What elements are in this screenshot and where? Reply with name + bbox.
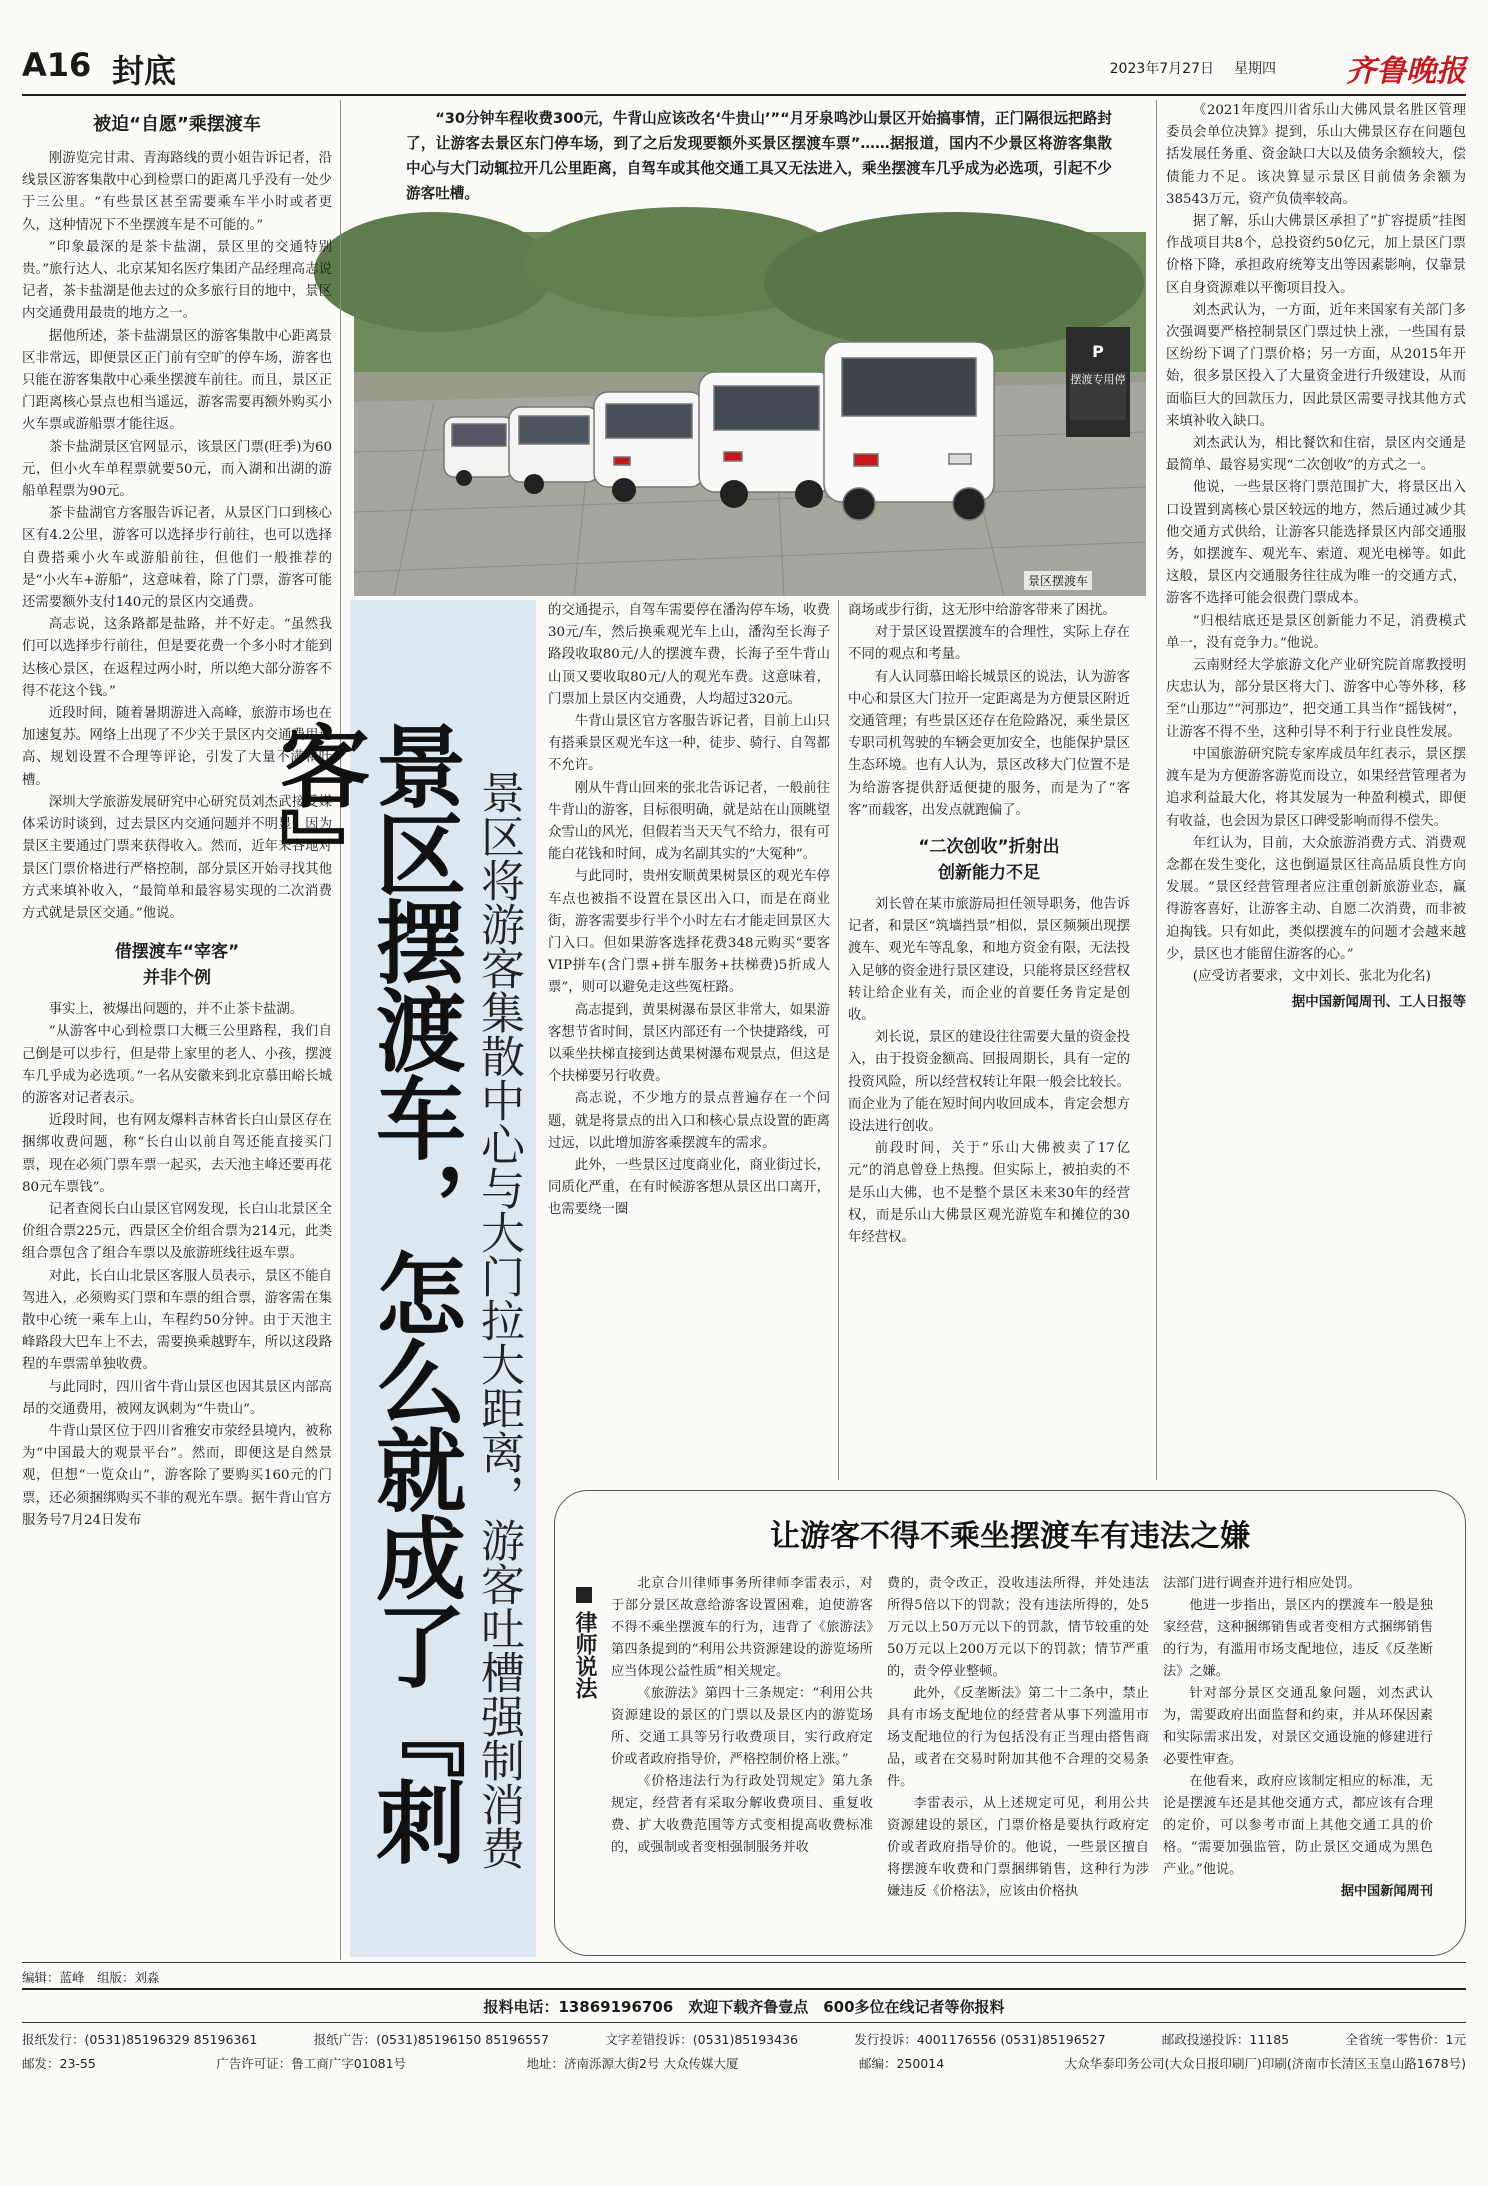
column-3 <box>548 600 830 1480</box>
box-c3-para-1: 法部门进行调查并进行相应处罚。 <box>1163 1576 1361 1591</box>
col1-para-10: “从游客中心到检票口大概三公里路程，我们自己倒是可以步行，但是带上家里的老人、小孩，摆渡车几乎成为必选项。”一名从安徽来到北京慕田峪长城的游客对记者表示。 <box>22 1024 332 1106</box>
shuttle-bus-photo <box>354 232 1146 596</box>
col4-para-6: 前段时间，关于“乐山大佛被卖了17亿元”的消息曾登上热搜。但实际上，被拍卖的不是乐山大佛，也不是整个景区未来30年的经营权，而是乐山大佛景区观光游览车和摊位的30年经营权。 <box>848 1141 1130 1246</box>
footer-error-report: 文字差错投诉：(0531)85193436 <box>605 2032 798 2047</box>
photo-caption: 景区摆渡车 <box>1024 571 1092 590</box>
bus-3 <box>594 392 704 487</box>
col4-para-4: 刘长曾在某市旅游局担任领导职务，他告诉记者，和景区“筑墙挡景”相似，景区频频出现摆渡车、观光车等乱象，和地方资金有限，无法投入足够的资金进行景区建设，只能将景区经营权转让给企业有关，而企业的首要任务肯定是创收。 <box>848 897 1130 1024</box>
col1-para-1: 刚游览完甘肃、青海路线的贾小姐告诉记者，沿线景区游客集散中心到检票口的距离几乎没有一处少于三公里。“有些景区甚至需要乘车半小时或者更久，这种情况下不坐摆渡车是不可能的。” <box>22 151 332 233</box>
col5-para-4: 刘杰武认为，相比餐饮和住宿，景区内交通是最简单、最容易实现“二次创收”的方式之一。 <box>1166 436 1466 474</box>
article-credit: 据中国新闻周刊、工人日报等 <box>1291 995 1466 1011</box>
section-name: 封底 <box>112 52 177 90</box>
col4-para-3: 有人认同慕田峪长城景区的说法，认为游客中心和景区大门拉开一定距离是为方便景区附近交通管理；有些景区还存在危险路况，乘坐景区专职司机驾驶的车辆会更加安全，也能保护景区生态环境。也有人认为，景区改移大门位置不是为给游客提供舒适便捷的服务，而是为了“客客”而载客，出发点就跑偏了。 <box>848 669 1130 818</box>
col3-para-1: 的交通提示，自驾车需要停在潘沟停车场，收费30元/车，然后换乘观光车上山，潘沟至长海子路段收取80元/人的摆渡车费，长海子至牛背山山顶又要收取80元/人的观光车费。这意味着，门票加上景区内交通费，人均超过320元。 <box>548 603 830 707</box>
box-c3-para-4: 在他看来，政府应该制定相应的标准，无论是摆渡车还是其他交通方式，都应该有合理的定价，可以参考市面上其他交通工具的价格。“需要加强监管，防止景区交通成为黑色产业。”他说。 <box>1163 1774 1433 1877</box>
box-c2-para-3: 李雷表示，从上述规定可见，利用公共资源建设的景区，门票价格是要执行政府定价或者政府指导价的。他说，一些景区擅自将摆渡车收费和门票捆绑销售，这种行为涉嫌违反《价格法》，应该由价格执 <box>887 1796 1149 1899</box>
box-column-1 <box>611 1573 873 1943</box>
box-label: 律师说法 <box>569 1587 599 1827</box>
main-headline: 景区摆渡车，怎么就成了『刺客』 <box>264 720 465 1864</box>
col1-para-14: 与此同时，四川省牛背山景区也因其景区内部高昂的交通费用，被网友讽刺为“牛贵山”。 <box>22 1379 332 1417</box>
box-credit: 据中国新闻周刊 <box>1340 1884 1433 1899</box>
col1-para-5: 茶卡盐湖官方客服告诉记者，从景区门口到核心区有4.2公里，游客可以选择步行前往，也可以选择自费搭乘小火车或游船前往，但他们一般推荐的是“小火车+游船”，这意味着，除了门票，游客可能还需要额外支付140元的景区内交通费。 <box>22 506 332 611</box>
page-number: A16 <box>22 46 92 84</box>
editor-line: 编辑：蓝峰 组版：刘淼 <box>22 1970 160 1985</box>
col4-para-1: 商场或步行街，这无形中给游客带来了困扰。 <box>848 603 1116 618</box>
col5-para-5: 他说，一些景区将门票范围扩大，将景区出入口设置到离核心景区较远的地方，然后通过减少其他交通方式供给，让游客只能选择景区内部交通服务，如摆渡车、观光车、索道、观光电梯等。如此这般，景区内交通服务往往成为唯一的交通方式，游客不选择可能会很费门票成本。 <box>1166 480 1466 607</box>
footer-distribution: 报纸发行：(0531)85196329 85196361 <box>22 2032 258 2047</box>
col5-para-3: 刘杰武认为，一方面，近年来国家有关部门多次强调要严格控制景区门票过快上涨，一些国有景区纷纷下调了门票价格；另一方面，从2015年开始，很多景区投入了大量资金进行升级建设，从而面临巨大的回款压力，因此景区需要寻找其他方式来填补收入缺口。 <box>1166 302 1466 429</box>
col5-para-6: “归根结底还是景区创新能力不足，消费模式单一，没有竞争力。”他说。 <box>1166 613 1466 651</box>
masthead <box>22 44 1466 94</box>
col1-para-13: 对此，长白山北景区客服人员表示，景区不能自驾进入，必须购买门票和车票的组合票，游客需在集散中心统一乘车上山，车程约50分钟。由于天池主峰路段大巴车上不去，需要换乘越野车，所以这段路程的车票需单独收费。 <box>22 1268 332 1373</box>
box-c3-para-2: 他进一步指出，景区内的摆渡车一般是独家经营，这种捆绑销售或者变相方式捆绑销售的行为，有滥用市场支配地位，违反《反垄断法》之嫌。 <box>1163 1598 1433 1679</box>
footer-delivery-complaint: 发行投诉：4001176556 (0531)85196527 <box>854 2032 1106 2047</box>
col1-para-3: 据他所述，茶卡盐湖景区的游客集散中心距离景区非常远，即便景区正门前有空旷的停车场，游客也只能在游客集散中心乘坐摆渡车前往。而且，景区正门距离核心景点也相当遥远，游客需要再额外购买小火车票或游船票才能往返。 <box>22 328 332 433</box>
col3-para-5: 高志提到，黄果树瀑布景区非常大，如果游客想节省时间，景区内部还有一个快捷路线，可以乘坐扶梯直接到达黄果树瀑布观景点，但这是个扶梯要另行收费。 <box>548 1002 830 1085</box>
subhead-forced-shuttle: 被迫“自愿”乘摆渡车 <box>93 114 261 135</box>
column-4 <box>848 600 1130 1480</box>
column-divider-3 <box>838 600 839 1480</box>
box-label-marker <box>576 1587 592 1603</box>
footer-row-1 <box>22 2030 1466 2048</box>
col3-para-2: 牛背山景区官方客服告诉记者，目前上山只有搭乘景区观光车这一种，徒步、骑行、自驾都不允许。 <box>548 714 830 774</box>
footer-postal-complaint: 邮政投递投诉：11185 <box>1161 2032 1290 2047</box>
header-rule <box>22 94 1466 96</box>
col1-para-2: “印象最深的是茶卡盐湖，景区里的交通特别贵。”旅行达人、北京某知名医疗集团产品经理高志说记者，茶卡盐湖是他去过的众多旅行目的地中，景区内交通费用最贵的地方之一。 <box>22 239 332 322</box>
sub-headline: 景区将游客集散中心与大门拉大距离，游客吐槽强制消费 <box>473 770 524 1870</box>
footer-advertising: 报纸广告：(0531)85196150 85196557 <box>313 2032 549 2047</box>
column-divider-1 <box>340 100 341 1960</box>
intro-paragraph: “30分钟车程收费300元，牛背山应该改名‘牛贵山’”“月牙泉鸣沙山景区开始搞事情，正门隔很远把路封了，让游客去景区东门停车场，到了之后发现要额外买景区摆渡车票”……据报道，国内不少景区将游客集散中心与大门动辄拉开几公里距离，自驾车或其他交通工具又无法进入，乘坐摆渡车几乎成为必选项，引起不少游客吐槽。 <box>406 110 1112 202</box>
box-c2-para-1: 费的，责令改正，没收违法所得，并处违法所得5倍以下的罚款；没有违法所得的，处5万元以上50万元以下的罚款，情节较重的处50万元以上200万元以下的罚款；情节严重的，责令停业整顿。 <box>887 1576 1149 1679</box>
col1-para-9: 事实上，被爆出问题的，并不止茶卡盐湖。 <box>48 1002 304 1018</box>
newspaper-logo: 齐鲁晚报 <box>1346 54 1466 89</box>
box-column-2 <box>887 1573 1149 1943</box>
col3-para-4: 与此同时，贵州安顺黄果树景区的观光车停车点也被指不设置在景区出入口，而是在商业街，游客需要步行半个小时左右才能走回景区大门入口。但如果游客选择花费348元购买“要客VIP拼车(含门票+拼车服务+扶梯费)5折成人票”，则可以避免走这些冤枉路。 <box>548 869 830 996</box>
col5-para-1: 《2021年度四川省乐山大佛风景名胜区管理委员会单位决算》提到，乐山大佛景区存在问题包括发展任务重、资金缺口大以及债务余额较大，偿债能力不足。该决算显示景区目前债务余额为38543万元，资产负债率较高。 <box>1166 103 1466 207</box>
footer-row-2 <box>22 2054 1466 2072</box>
svg-text:P: P <box>1092 342 1104 361</box>
col1-para-15: 牛背山景区位于四川省雅安市荥经县境内，被称为“中国最大的观景平台”。然而，即便这是自然景观，但想“一览众山”，游客除了要购买160元的门票，还必须捆绑购买不菲的观光车票。据牛背山官方服务号7月24日发布 <box>22 1423 332 1528</box>
col3-para-3: 刚从牛背山回来的张北告诉记者，一般前往牛背山的游客，目标很明确，就是站在山顶眺望众雪山的风光，但假若当天天气不给力，很有可能白花钱和时间，成为名副其实的“大冤种”。 <box>548 780 830 863</box>
col1-para-8: 深圳大学旅游发展研究中心研究员刘杰武接受媒体采访时谈到，过去景区内交通问题并不明显，因为景区主要通过门票来获得收入。然而，近年来各地对景区门票价格进行严格控制，部分景区开始寻找其他方式来填补收入，“最简单和最容易实现的二次消费方式就是景区交通。”他说。 <box>22 794 332 921</box>
col4-para-5: 刘长说，景区的建设往往需要大量的资金投入，由于投资金额高、回报周期长，具有一定的投资风险，所以经营权转让年限一般会比较长。而企业为了能在短时间内收回成本，肯定会想方设法进行创收。 <box>848 1030 1130 1135</box>
footer-printer: 大众华泰印务公司(大众日报印刷厂)印刷(济南市长清区玉皇山路1678号) <box>1064 2056 1466 2071</box>
bus-2 <box>509 407 599 482</box>
issue-date: 2023年7月27日 <box>1109 61 1214 77</box>
box-c1-para-3: 《价格违法行为行政处罚规定》第九条规定，经营者有采取分解收费项目、重复收费、扩大收费范围等方式变相提高收费标准的，或强制或者变相强制服务并收 <box>611 1774 873 1855</box>
box-c2-para-2: 此外，《反垄断法》第二十二条中，禁止具有市场支配地位的经营者从事下列滥用市场支配地位的行为包括没有正当理由搭售商品，或者在交易时附加其他不合理的交易条件。 <box>887 1686 1149 1789</box>
headline-block <box>264 600 536 1957</box>
col5-para-9: 年红认为，目前，大众旅游消费方式、消费观念都在发生变化，这也倒逼景区往高品质良性方向发展。“景区经营管理者应注重创新旅游业态，赢得游客喜好，让游客主动、自愿二次消费，而非被迫掏钱。只有如此，类似摆渡车的问题才会越来越少，景区也才能留住游客的心。” <box>1166 835 1466 962</box>
footer-rule-1 <box>22 1962 1466 1963</box>
box-column-3 <box>1163 1573 1433 1943</box>
box-c1-para-1: 北京合川律师事务所律师李雷表示，对于部分景区故意给游客设置困难，迫使游客不得不乘坐摆渡车的行为，违背了《旅游法》第四条提到的“利用公共资源建设的游览场所应当体现公益性质”相关规定。 <box>611 1576 873 1679</box>
footer-rule-3 <box>22 2022 1466 2023</box>
col5-para-10: (应受访者要求，文中刘长、张北为化名) <box>1192 968 1431 984</box>
col1-para-6: 高志说，这条路都是盐路，并不好走。“虽然我们可以选择步行前往，但是要花费一个多小时才能到达核心景区，在返程过两小时，所以绝大部分游客不得不花这个钱。” <box>22 617 332 699</box>
col3-para-6: 高志说，不少地方的景点普遍存在一个问题，就是将景点的出入口和核心景点设置的距离过远，以此增加游客乘摆渡车的需求。 <box>548 1091 830 1151</box>
subhead-not-isolated: 借摆渡车“宰客” 并非个例 <box>114 942 240 989</box>
col1-para-4: 茶卡盐湖景区官网显示，该景区门票(旺季)为60元，但小火车单程票就要50元，而入湖和出湖的游船单程票为90元。 <box>22 439 332 500</box>
footer-price: 全省统一零售价：1元 <box>1345 2032 1466 2047</box>
footer-ad-license: 广告许可证：鲁工商广字01081号 <box>216 2056 407 2071</box>
bus-4 <box>699 372 834 492</box>
column-divider-4 <box>1156 100 1157 1480</box>
footer-address: 地址：济南泺源大街2号 大众传媒大厦 <box>526 2056 739 2071</box>
col3-para-7: 此外，一些景区过度商业化，商业街过长，同质化严重，在有时候游客想从景区出口离开，也需要绕一圈 <box>548 1158 830 1218</box>
box-c3-para-3: 针对部分景区交通乱象问题，刘杰武认为，需要政府出面监督和约束，并从环保因素和实际需求出发，对景区交通设施的修建进行必要性审查。 <box>1163 1686 1433 1767</box>
col1-para-12: 记者查阅长白山景区官网发现，长白山北景区全价组合票225元，西景区全价组合票为214元，此类组合票包含了组合车票以及旅游班线往返车票。 <box>22 1201 332 1262</box>
col1-para-11: 近段时间，也有网友爆料吉林省长白山景区存在捆绑收费问题，称“长白山以前自驾还能直接买门票，现在必须门票车票一起买，去天池主峰还要再花80元车票钱”。 <box>22 1113 332 1195</box>
column-1 <box>22 100 332 1960</box>
bus-1 <box>444 417 514 477</box>
col1-para-7: 近段时间，随着暑期游进入高峰，旅游市场也在加速复苏。网络上出现了不少关于景区内交通费用过高、规划设置不合理等评论，引发了大量不满和吐槽。 <box>22 706 332 788</box>
footer-postal-code-number: 邮发：23-55 <box>22 2056 96 2071</box>
subhead-innovation: “二次创收”折射出 创新能力不足 <box>918 837 1060 884</box>
col5-para-2: 据了解，乐山大佛景区承担了“扩容提质”挂图作战项目共8个，总投资约50亿元，加上景区门票价格下降，承担政府统筹支出等因素影响，仅靠景区自身资源难以平衡项目投入。 <box>1166 214 1466 296</box>
hotline-line: 报料电话：13869196706 欢迎下载齐鲁壹点 600多位在线记者等你报料 <box>483 1998 1005 2016</box>
col4-para-2: 对于景区设置摆渡车的合理性，实际上存在不同的观点和考量。 <box>848 625 1130 663</box>
issue-weekday: 星期四 <box>1234 61 1276 77</box>
box-title: 让游客不得不乘坐摆渡车有违法之嫌 <box>770 1519 1250 1554</box>
bus-5 <box>824 342 994 520</box>
column-5 <box>1166 100 1466 1480</box>
photo-illustration <box>354 232 1146 596</box>
col5-para-7: 云南财经大学旅游文化产业研究院首席教授明庆忠认为，部分景区将大门、游客中心等外移，移至“山那边”“河那边”，把交通工具当作“摇钱树”，让游客不得不坐，这种引导不利于行业良性发展。 <box>1166 658 1466 740</box>
box-c1-para-2: 《旅游法》第四十三条规定：“利用公共资源建设的景区的门票以及景区内的游览场所、交通工具等另行收费项目，实行政府定价或者政府指导价，严格控制价格上涨。” <box>611 1686 873 1767</box>
col5-para-8: 中国旅游研究院专家库成员年红表示，景区摆渡车是为方便游客游览而设立，如果经营管理者为追求利益最大化，将其发展为一种盈利模式，即便有收益，也会因为景区口碑受影响而得不偿失。 <box>1166 746 1466 829</box>
footer-rule-2 <box>22 1988 1466 1990</box>
footer-zipcode: 邮编：250014 <box>858 2056 945 2071</box>
lawyer-box <box>554 1490 1466 1956</box>
photo-sign-text: 摆渡专用停 <box>1070 373 1126 386</box>
